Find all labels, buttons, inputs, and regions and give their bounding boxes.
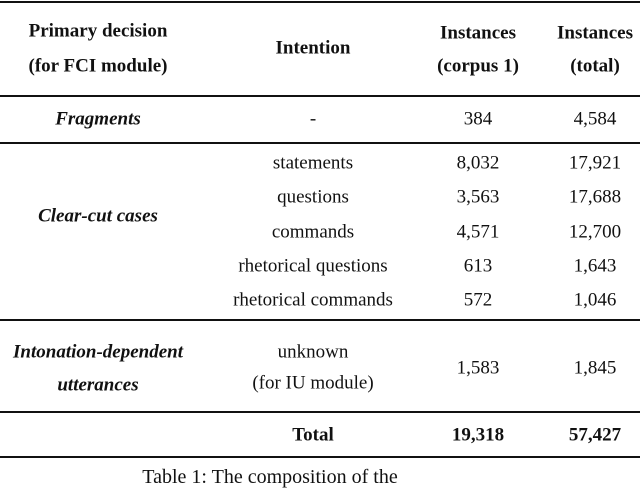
intonation-corpus1: 1,583 — [456, 357, 500, 379]
table-cell-total: 1,643 — [573, 255, 617, 277]
total-total: 57,427 — [568, 424, 622, 446]
fragments-total: 4,584 — [573, 108, 617, 130]
intonation-label-sub: utterances — [57, 374, 139, 396]
clear-cut-label: Clear-cut cases — [38, 205, 158, 227]
table-cell-intention: rhetorical commands — [233, 289, 393, 311]
top-rule — [0, 1, 640, 3]
table-cell-intention: questions — [277, 186, 349, 208]
row-rule — [0, 319, 640, 321]
header-rule — [0, 95, 640, 97]
intonation-label: Intonation-dependent — [13, 341, 183, 363]
row-rule — [0, 142, 640, 144]
table-cell-total: 17,688 — [568, 186, 622, 208]
intonation-total: 1,845 — [573, 357, 617, 379]
header-instances-corpus1-sub: (corpus 1) — [437, 55, 519, 77]
total-label: Total — [292, 424, 334, 446]
table-cell-total: 17,921 — [568, 152, 622, 174]
header-instances-total-sub: (total) — [570, 55, 620, 77]
intonation-intention-sub: (for IU module) — [252, 372, 374, 394]
table-cell-intention: statements — [272, 152, 354, 174]
table-cell-intention: commands — [271, 221, 355, 243]
table-cell-total: 12,700 — [568, 221, 622, 243]
header-intention: Intention — [275, 37, 351, 59]
table-cell-total: 1,046 — [573, 289, 617, 311]
header-instances-corpus1: Instances — [439, 22, 517, 44]
fragments-label: Fragments — [55, 108, 141, 130]
table-cell-corpus1: 4,571 — [456, 221, 500, 243]
table-cell-corpus1: 613 — [463, 255, 493, 277]
fragments-intention: - — [309, 108, 317, 130]
row-rule — [0, 411, 640, 413]
fragments-corpus1: 384 — [463, 108, 493, 130]
total-corpus1: 19,318 — [451, 424, 505, 446]
table-cell-corpus1: 3,563 — [456, 186, 500, 208]
table-cell-intention: rhetorical questions — [238, 255, 388, 277]
table-cell-corpus1: 572 — [463, 289, 493, 311]
header-instances-total: Instances — [556, 22, 634, 44]
table-cell-corpus1: 8,032 — [456, 152, 500, 174]
table-caption: Table 1: The composition of the — [142, 466, 398, 488]
intonation-intention: unknown — [277, 341, 349, 363]
header-primary-decision-sub: (for FCI module) — [28, 55, 168, 77]
bottom-rule — [0, 456, 640, 458]
header-primary-decision: Primary decision — [28, 20, 168, 42]
